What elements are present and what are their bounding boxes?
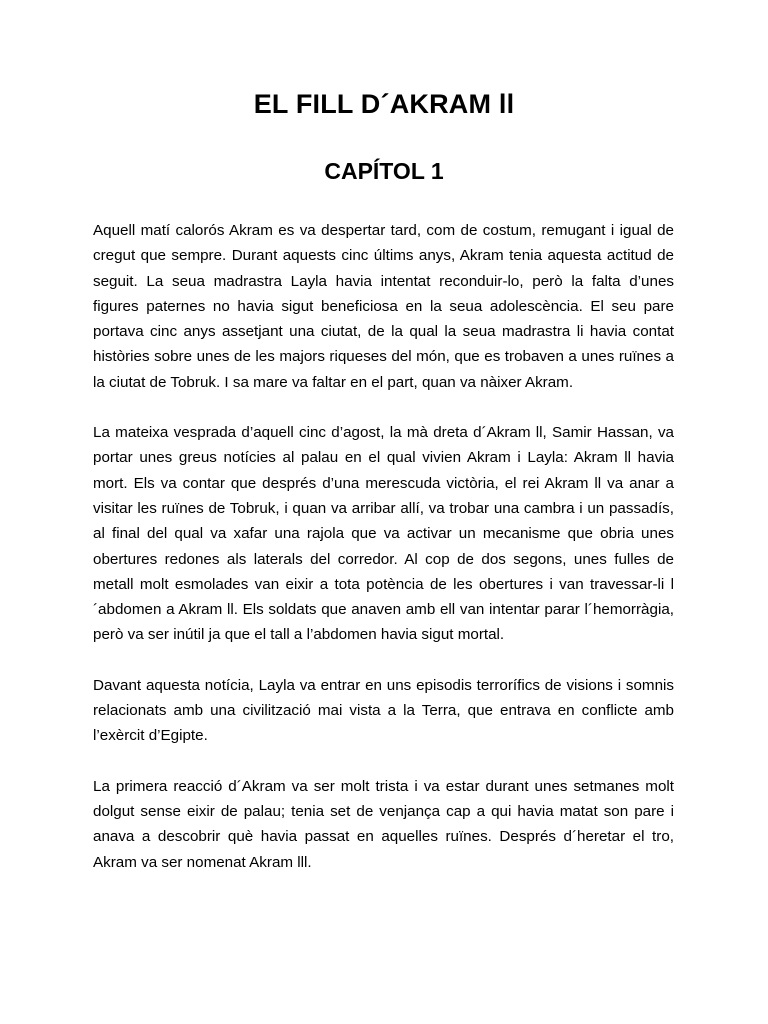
paragraph-3: Davant aquesta notícia, Layla va entrar en uns episodis terrorífics de visions i somnis relacionats amb una civilització mai vista a la Terra, que entrava en conflicte amb l’exèrcit d’Egipte. [93,676,674,745]
paragraph-4: La primera reacció d´Akram va ser molt trista i va estar durant unes setmanes molt dolgut sense eixir de palau; tenia set de venjança cap a qui havia matat son pare i anava a descobrir què havia passat en aquelles ruïnes. Després d´heretar el tro, Akram va ser nomenat Akram lll. [93,777,674,871]
document-title: EL FILL D´AKRAM ll [253,89,515,119]
chapter-heading: CAPÍTOL 1 [324,158,444,184]
document-body [93,218,674,900]
paragraph-2: La mateixa vesprada d’aquell cinc d’agost, la mà dreta d´Akram ll, Samir Hassan, va portar unes greus notícies al palau en el qual vivien Akram i Layla: Akram ll havia mort. Els va contar que després d’una merescuda victòria, el rei Akram ll va anar a visitar les ruïnes de Tobruk, i quan va arribar allí, va trobar una cambra i un passadís, al final del qual va xafar una rajola que va activar un mecanisme que obria unes obertures redones als laterals del corredor. Al cop de dos segons, unes fulles de metall molt esmolades van eixir a tota potència de les obertures i van travessar-li l´abdomen a Akram ll. Els soldats que anaven amb ell van intentar parar l´hemorràgia, però va ser inútil ja que el tall a l’abdomen havia sigut mortal. [93,424,674,644]
paragraph-1: Aquell matí calorós Akram es va despertar tard, com de costum, remugant i igual de cregut que sempre. Durant aquests cinc últims anys, Akram tenia aquesta actitud de seguit. La seua madrastra Layla havia intentat reconduir-lo, però la falta d’unes figures paternes no havia sigut beneficiosa en la seua adolescència. El seu pare portava cinc anys assetjant una ciutat, de la qual la seua madrastra li havia contat històries sobre unes de les majors riqueses del món, que es trobaven a unes ruïnes a la ciutat de Tobruk. I sa mare va faltar en el part, quan va nàixer Akram. [93,222,674,391]
